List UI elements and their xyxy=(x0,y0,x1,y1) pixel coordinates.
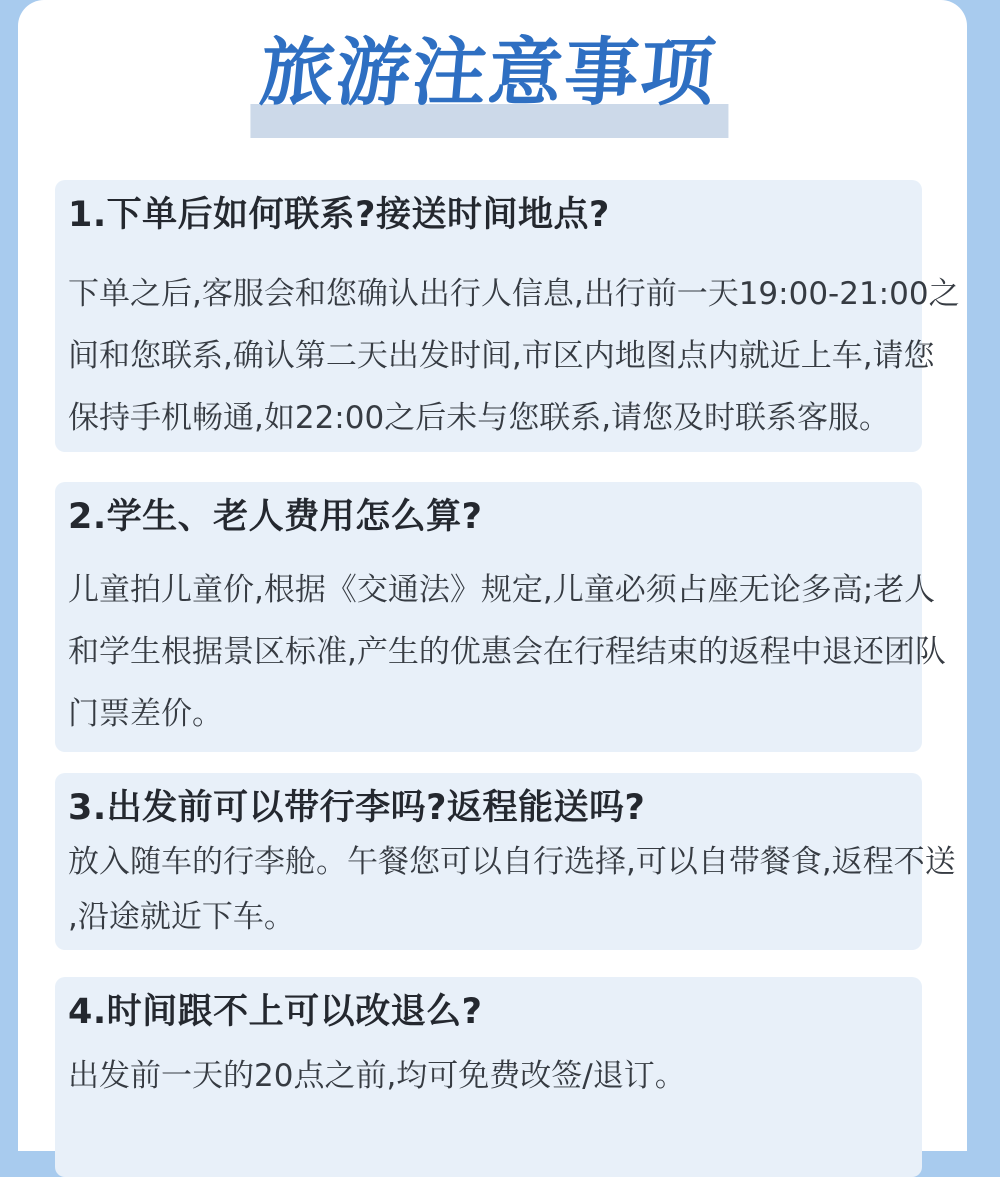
faq-card-reschedule xyxy=(55,977,922,1177)
faq-answer xyxy=(68,263,960,449)
faq-answer xyxy=(68,835,956,945)
faq-answer xyxy=(68,1046,906,1106)
page-title-block xyxy=(256,30,720,116)
faq-answer-line: 出发前一天的20点之前,均可免费改签/退订。 xyxy=(68,1057,686,1094)
faq-answer-line: ,沿途就近下车。 xyxy=(68,898,295,935)
faq-question: 4.时间跟不上可以改退么? xyxy=(68,992,483,1032)
faq-answer xyxy=(68,559,946,745)
faq-answer-line: 保持手机畅通,如22:00之后未与您联系,请您及时联系客服。 xyxy=(68,399,891,436)
faq-card-student-senior-fees xyxy=(55,482,946,752)
faq-answer-line: 放入随车的行李舱。午餐您可以自行选择,可以自带餐食,返程不送 xyxy=(68,843,956,880)
faq-answer-line: 儿童拍儿童价,根据《交通法》规定,儿童必须占座无论多高;老人 xyxy=(68,571,936,608)
faq-answer-line: 和学生根据景区标准,产生的优惠会在行程结束的返程中退还团队 xyxy=(68,633,946,670)
faq-answer-line: 下单之后,客服会和您确认出行人信息,出行前一天19:00-21:00之 xyxy=(68,275,960,312)
page-title: 旅游注意事项 xyxy=(256,30,720,116)
faq-question: 2.学生、老人费用怎么算? xyxy=(68,497,483,537)
faq-question: 3.出发前可以带行李吗?返程能送吗? xyxy=(68,788,646,828)
faq-answer-line: 间和您联系,确认第二天出发时间,市区内地图点内就近上车,请您 xyxy=(68,337,935,374)
content-panel xyxy=(18,0,967,1151)
faq-answer-line: 门票差价。 xyxy=(68,695,223,732)
faq-question: 1.下单后如何联系?接送时间地点? xyxy=(68,195,610,235)
faq-card-luggage xyxy=(55,773,956,950)
faq-card-contact xyxy=(55,180,960,452)
